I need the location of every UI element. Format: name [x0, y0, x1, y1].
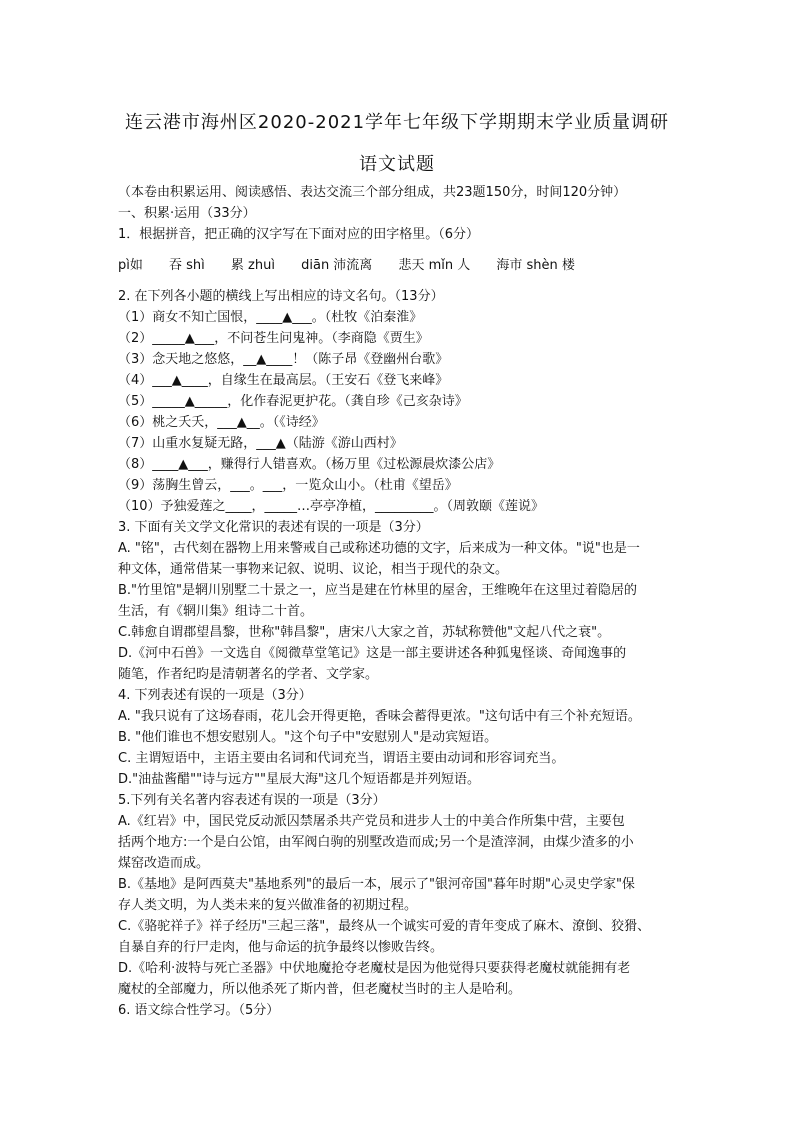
- section-heading: 一、积累·运用（33分）: [118, 206, 256, 221]
- poem-line: （3）念天地之悠悠，__▲____！（陈子昂《登幽州台歌》: [118, 352, 449, 367]
- option-line: A. "铭"，古代刻在器物上用来警戒自己或称述功德的文字，后来成为一种文体。"说"也是一: [118, 541, 640, 556]
- option-line: A.《红岩》中，国民党反动派囚禁屠杀共产党员和进步人士的中美合作所集中营，主要包: [118, 814, 625, 829]
- option-line: 存人类文明，为人类未来的复兴做准备的初期过程。: [118, 898, 418, 913]
- option-line: 生活，有《辋川集》组诗二十首。: [118, 604, 314, 619]
- pinyin-item: pì如: [118, 258, 143, 273]
- option-line: D.《哈利·波特与死亡圣器》中伏地魔抢夺老魔杖是因为他觉得只要获得老魔杖就能拥有老: [118, 961, 631, 976]
- option-line: A. "我只说有了这场春雨，花儿会开得更艳，香味会蓄得更浓。"这句话中有三个补充短语。: [118, 709, 641, 724]
- pinyin-row: [118, 258, 688, 274]
- question-5-stem: 5.下列有关名著内容表述有误的一项是（3分）: [118, 793, 386, 808]
- question-4-stem: 4. 下列表述有误的一项是（3分）: [118, 688, 312, 703]
- poem-line: （7）山重水复疑无路，___▲（陆游《游山西村》: [118, 436, 403, 451]
- poem-line: （9）荡胸生曾云，___。___，一览众山小。（杜甫《望岳》: [118, 478, 458, 493]
- option-line: C.《骆驼祥子》祥子经历"三起三落"，最终从一个诚实可爱的青年变成了麻木、潦倒、狡猾、: [118, 919, 651, 934]
- option-line: 括两个地方:一个是白公馆，由军阀白驹的别墅改造而成;另一个是渣滓洞，由煤少渣多的小: [118, 835, 634, 850]
- poem-line: （5）_____▲_____，化作春泥更护花。（龚自珍《己亥杂诗》: [118, 394, 468, 409]
- option-line: C. 主谓短语中，主语主要由名词和代词充当，谓语主要由动词和形容词充当。: [118, 751, 565, 766]
- option-line: 随笔，作者纪昀是清朝著名的学者、文学家。: [118, 667, 379, 682]
- question-6-stem: 6. 语文综合性学习。（5分）: [118, 1003, 280, 1018]
- exam-intro: （本卷由积累运用、阅读感悟、表达交流三个部分组成，共23题150分，时间120分钟）: [118, 185, 627, 200]
- pinyin-item: diān 沛流离: [301, 258, 373, 273]
- question-1-stem: 1．根据拼音，把正确的汉字写在下面对应的田字格里。（6分）: [118, 227, 480, 242]
- question-2-stem: 2. 在下列各小题的横线上写出相应的诗文名句。（13分）: [118, 289, 444, 304]
- poem-line: （1）商女不知亡国恨，____▲___。（杜牧《泊秦淮》: [118, 310, 423, 325]
- poem-line: （8）____▲___，赚得行人错喜欢。（杨万里《过松源晨炊漆公店》: [118, 457, 501, 472]
- poem-line: （6）桃之夭夭，___▲__。（《诗经》: [118, 415, 325, 430]
- option-line: 种文体，通常借某一事物来记叙、说明、议论，相当于现代的杂文。: [118, 562, 509, 577]
- poem-line: （4）___▲____，自缘生在最高层。（王安石《登飞来峰》: [118, 373, 449, 388]
- option-line: 煤窑改造而成。: [118, 856, 210, 871]
- poem-line: （2）_____▲___，不问苍生问鬼神。（李商隐《贾生》: [118, 331, 429, 346]
- pinyin-item: 海市 shèn 楼: [496, 258, 575, 273]
- question-3-stem: 3. 下面有关文学文化常识的表述有误的一项是（3分）: [118, 520, 429, 535]
- option-line: B."竹里馆"是辋川别墅二十景之一，应当是建在竹林里的屋舍，王维晚年在这里过着隐居的: [118, 583, 638, 598]
- option-line: 魔杖的全部魔力，所以他杀死了斯内普，但老魔杖当时的主人是哈利。: [118, 982, 522, 997]
- option-line: B. "他们谁也不想安慰别人。"这个句子中"安慰别人"是动宾短语。: [118, 730, 498, 745]
- option-line: D."油盐酱醋""诗与远方""星辰大海"这几个短语都是并列短语。: [118, 772, 481, 787]
- pinyin-item: 悲天 mǐn 人: [398, 258, 471, 273]
- pinyin-item: 累 zhuì: [230, 258, 275, 273]
- option-line: 自暴自弃的行尸走肉，他与命运的抗争最终以惨败告终。: [118, 940, 444, 955]
- poem-line: （10）予独爱莲之____，_____…亭亭净植，_________。（周敦颐《莲说》: [118, 499, 545, 514]
- pinyin-item: 吞 shì: [169, 258, 205, 273]
- option-line: B.《基地》是阿西莫夫"基地系列"的最后一本，展示了"银河帝国"暮年时期"心灵史学家"保: [118, 877, 635, 892]
- option-line: D.《河中石兽》一文选自《阅微草堂笔记》这是一部主要讲述各种狐鬼怪谈、奇闻逸事的: [118, 646, 627, 661]
- page-title: 连云港市海州区2020-2021学年七年级下学期期末学业质量调研: [124, 112, 670, 133]
- option-line: C.韩愈自谓郡望昌黎，世称"韩昌黎"，唐宋八大家之首，苏轼称赞他"文起八代之衰"。: [118, 625, 611, 640]
- page-subtitle: 语文试题: [359, 154, 435, 175]
